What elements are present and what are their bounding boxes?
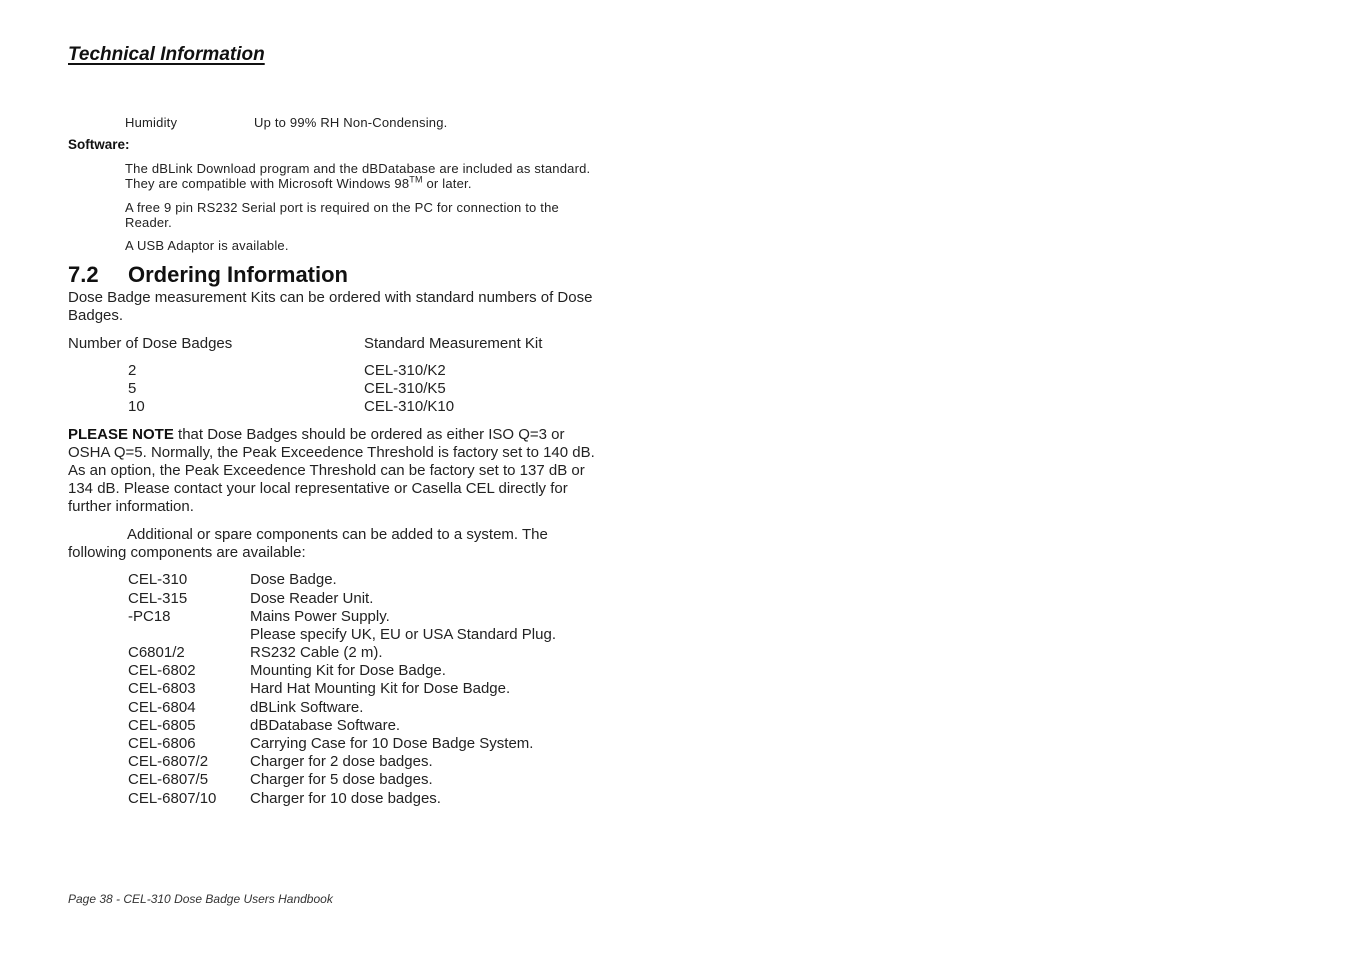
component-description: dBDatabase Software. [250,717,401,734]
ordering-intro: Dose Badge measurement Kits can be ordered with standard numbers of Dose Badges. [68,289,593,324]
section-number: 7.2 [68,262,99,287]
component-code: C6801/2 [128,644,185,661]
software-paragraph-text: The dBLink Download program and the dBDatabase are included as standard. They are compatible with Microsoft Windows 98 [125,161,591,191]
component-description: Hard Hat Mounting Kit for Dose Badge. [250,680,511,697]
component-description: Please specify UK, EU or USA Standard Plug. [250,626,556,643]
software-paragraph-usb: A USB Adaptor is available. [125,238,289,253]
kit-row-count: 10 [128,398,145,415]
please-note-text: that Dose Badges should be ordered as either ISO Q=3 or OSHA Q=5. Normally, the Peak Exceedence Threshold is factory set to 140 dB. As an option, the Peak Exceedence Threshold can be factory set to 137 dB or 134 dB. Please contact your local representative or Casella CEL directly for further information. [68,426,595,515]
component-code: CEL-6805 [128,717,196,734]
component-description: Mains Power Supply. [250,608,390,625]
kit-row-count: 2 [128,362,137,379]
page-footer: Page 38 - CEL-310 Dose Badge Users Handbook [68,892,333,906]
please-note-paragraph [68,426,598,516]
component-code: CEL-6807/2 [128,753,209,770]
component-code: CEL-6807/5 [128,771,209,788]
kit-row-count: 5 [128,380,137,397]
component-code: CEL-310 [128,571,188,588]
component-description: Carrying Case for 10 Dose Badge System. [250,735,534,752]
component-description: Charger for 10 dose badges. [250,790,441,807]
component-code: -PC18 [128,608,171,625]
component-description: Dose Reader Unit. [250,590,374,607]
component-description: Charger for 2 dose badges. [250,753,433,770]
component-description: Charger for 5 dose badges. [250,771,433,788]
additional-components-paragraph: Additional or spare components can be added to a system. The following components are available: [68,526,548,561]
software-paragraph-compatibility [125,161,595,191]
software-paragraph-text-end: or later. [422,176,472,191]
kit-row-code: CEL-310/K5 [364,380,446,397]
trademark-mark: TM [409,174,423,185]
component-description: Dose Badge. [250,571,337,588]
kit-row-code: CEL-310/K2 [364,362,446,379]
component-code: CEL-315 [128,590,188,607]
component-code: CEL-6803 [128,680,196,697]
component-code: CEL-6807/10 [128,790,217,807]
component-code: CEL-6804 [128,699,196,716]
component-code: CEL-6806 [128,735,196,752]
component-code: CEL-6802 [128,662,196,679]
humidity-label: Humidity [125,115,178,130]
component-description: RS232 Cable (2 m). [250,644,383,661]
kits-header-kit: Standard Measurement Kit [364,335,543,352]
page-header-title: Technical Information [68,44,265,65]
humidity-value: Up to 99% RH Non-Condensing. [254,115,448,130]
kits-header-count: Number of Dose Badges [68,335,233,352]
please-note-label: PLEASE NOTE [68,426,174,443]
section-heading [68,262,348,288]
component-description: dBLink Software. [250,699,364,716]
software-paragraph-serial-port: A free 9 pin RS232 Serial port is required on the PC for connection to the Reader. [125,200,559,230]
component-description: Mounting Kit for Dose Badge. [250,662,446,679]
kit-row-code: CEL-310/K10 [364,398,455,415]
section-title: Ordering Information [128,262,348,287]
software-heading: Software: [68,137,130,152]
